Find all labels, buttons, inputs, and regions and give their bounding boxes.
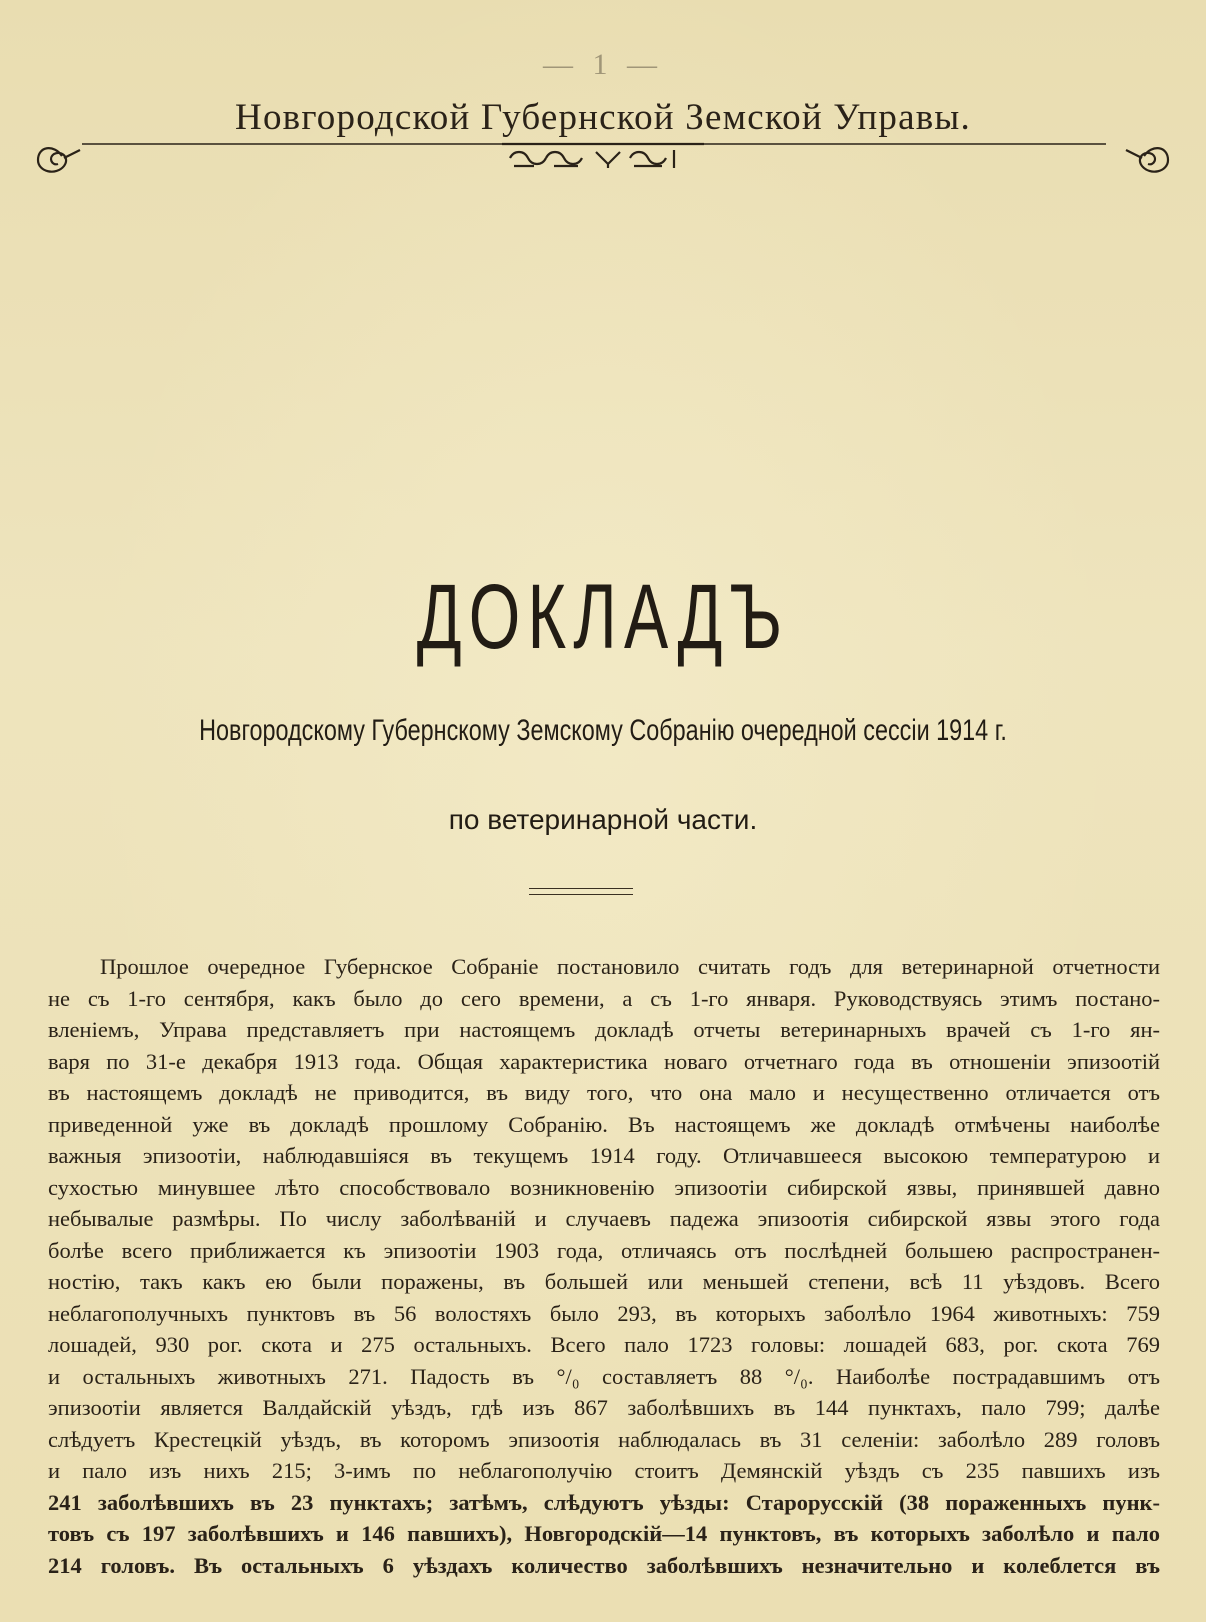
text-line: вленіемъ, Управа представляетъ при настоящемъ докладѣ отчеты ветеринарныхъ врачей съ 1-го ян- bbox=[48, 1017, 1160, 1042]
text-line: важныя эпизоотіи, наблюдавшіяся въ текущемъ 1914 году. Отличавшееся высокою температурою и bbox=[48, 1143, 1160, 1168]
text-line: эпизоотіи является Валдайскій уѣздъ, гдѣ изъ 867 заболѣвшихъ въ 144 пунктахъ, пало 799; далѣе bbox=[48, 1395, 1160, 1420]
document-title: ДОКЛАДЪ bbox=[416, 566, 790, 668]
text-line: сухостью минувшее лѣто способствовало возникновенію эпизоотіи сибирской язвы, принявшей давно bbox=[48, 1174, 1160, 1200]
text-line: ностію, такъ какъ ею были поражены, въ большей или меньшей степени, всѣ 11 уѣздовъ. Всего bbox=[48, 1269, 1160, 1294]
text-line: и остальныхъ животныхъ 271. Падость въ °/₀ составляетъ 88 °/₀. Наиболѣе пострадавшимъ отъ bbox=[48, 1363, 1160, 1389]
text-line: 214 головъ. Въ остальныхъ 6 уѣздахъ количество заболѣвшихъ незначительно и колеблется въ bbox=[48, 1552, 1160, 1578]
text-line: лошадей, 930 рог. скота и 275 остальныхъ. Всего пало 1723 головы: лошадей 683, рог. скота 769 bbox=[48, 1332, 1160, 1357]
text-line: товъ съ 197 заболѣвшихъ и 146 павшихъ), Новгородскій—14 пунктовъ, въ которыхъ заболѣло и пало bbox=[48, 1521, 1160, 1546]
center-flourish-icon bbox=[502, 144, 704, 168]
text-line: не съ 1-го сентября, какъ было до сего времени, а съ 1-го января. Руководствуясь этимъ постано- bbox=[48, 985, 1160, 1011]
text-line: болѣе всего приближается къ эпизоотіи 1903 года, отличаясь отъ послѣдней большею распространен- bbox=[48, 1237, 1160, 1263]
text-line: 241 заболѣвшихъ въ 23 пунктахъ; затѣмъ, слѣдуютъ уѣзды: Старорусскій (38 пораженныхъ пунк- bbox=[48, 1489, 1160, 1515]
text-line: и пало изъ нихъ 215; 3-имъ по неблагополучію стоитъ Демянскій уѣздъ съ 235 павшихъ изъ bbox=[48, 1458, 1160, 1483]
text-line: приведенной уже въ докладѣ прошлому Собранію. Въ настоящемъ же докладѣ отмѣчены наиболѣе bbox=[48, 1111, 1160, 1137]
text-line: Прошлое очередное Губернское Собраніе постановило считать годъ для ветеринарной отчетности bbox=[100, 954, 1160, 979]
text-line: варя по 31-е декабря 1913 года. Общая характеристика новаго отчетнаго года въ отношеніи эпизоотій bbox=[48, 1048, 1160, 1074]
document-subtitle-section: по ветеринарной части. bbox=[448, 804, 758, 835]
double-rule-divider bbox=[529, 888, 633, 895]
right-swirl-icon bbox=[1126, 148, 1168, 172]
document-subtitle: Новгородскому Губернскому Земскому Собранію очередной сессіи 1914 г. bbox=[199, 714, 1007, 747]
page-number: — 1 — bbox=[543, 48, 663, 81]
body-paragraph bbox=[48, 951, 1160, 1581]
left-swirl-icon bbox=[38, 148, 80, 172]
text-line: неблагополучныхъ пунктовъ въ 56 волостяхъ было 293, въ которыхъ заболѣло 1964 животныхъ: 759 bbox=[48, 1300, 1160, 1326]
header-title: Новгородской Губернской Земской Управы. bbox=[235, 97, 971, 138]
text-line: слѣдуетъ Крестецкій уѣздъ, въ которомъ эпизоотія наблюдалась въ 31 селеніи: заболѣло 289 головъ bbox=[48, 1426, 1160, 1452]
text-line: небывалые размѣры. По числу заболѣваній и случаевъ падежа эпизоотія сибирской язвы этого года bbox=[48, 1206, 1160, 1231]
text-line: въ настоящемъ докладѣ не приводится, въ виду того, что она мало и несущественно отличается отъ bbox=[48, 1080, 1160, 1105]
header-ornament bbox=[34, 136, 1172, 186]
